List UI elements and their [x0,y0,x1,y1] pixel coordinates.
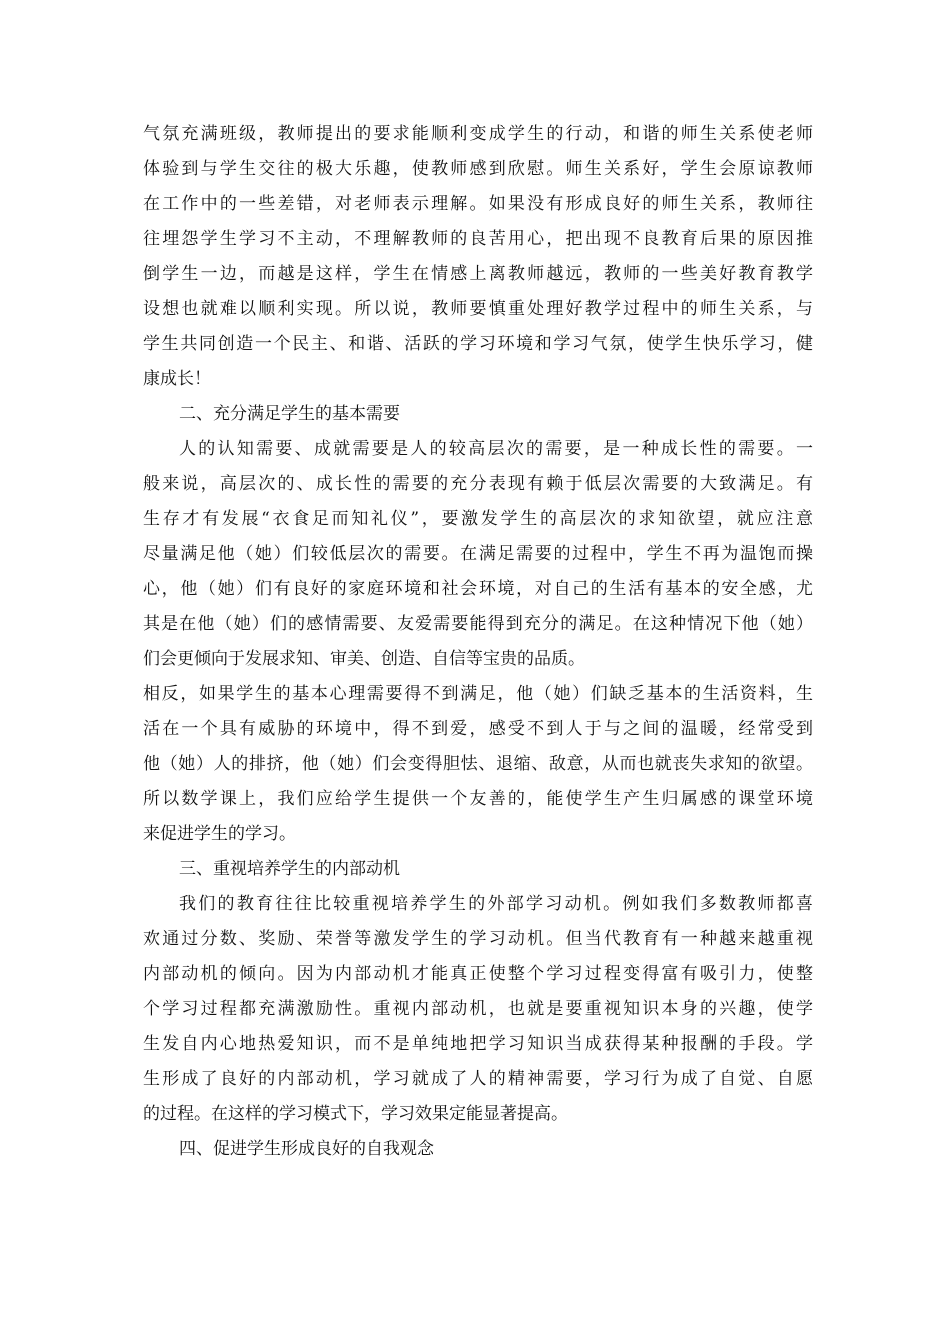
text-line: 生存才有发展“衣食足而知礼仪”，要激发学生的高层次的求知欲望，就应注意 [143,509,813,529]
text-line: 所以数学课上，我们应给学生提供一个友善的，能使学生产生归属感的课堂环境 [143,789,813,809]
text-line: 生形成了良好的内部动机，学习就成了人的精神需要，学习行为成了自觉、自愿 [143,1069,813,1089]
document-page [143,117,813,1167]
text-line: 其是在他（她）们的感情需要、友爱需要能得到充分的满足。在这种情况下他（她） [143,614,813,634]
text-line: 学生共同创造一个民主、和谐、活跃的学习环境和学习气氛，使学生快乐学习，健 [143,334,813,354]
text-line: 在工作中的一些差错，对老师表示理解。如果没有形成良好的师生关系，教师往 [143,194,813,214]
text-line: 尽量满足他（她）们较低层次的需要。在满足需要的过程中，学生不再为温饱而操 [143,544,813,564]
text-line: 生发自内心地热爱知识，而不是单纯地把学习知识当成获得某种报酬的手段。学 [143,1034,813,1054]
text-line: 心，他（她）们有良好的家庭环境和社会环境，对自己的生活有基本的安全感，尤 [143,579,813,599]
text-line: 体验到与学生交往的极大乐趣，使教师感到欣慰。师生关系好，学生会原谅教师 [143,159,813,179]
text-line: 往埋怨学生学习不主动，不理解教师的良苦用心，把出现不良教育后果的原因推 [143,229,813,249]
text-line: 人的认知需要、成就需要是人的较高层次的需要，是一种成长性的需要。一 [179,439,813,459]
text-line: 们会更倾向于发展求知、审美、创造、自信等宝贵的品质。 [143,649,585,669]
text-line: 康成长！ [143,369,211,389]
text-line: 气氛充满班级，教师提出的要求能顺利变成学生的行动，和谐的师生关系使老师 [143,124,813,144]
text-line: 般来说，高层次的、成长性的需要的充分表现有赖于低层次需要的大致满足。有 [143,474,813,494]
text-line: 来促进学生的学习。 [143,824,296,844]
text-line: 的过程。在这样的学习模式下，学习效果定能显著提高。 [143,1104,568,1124]
section-heading: 三、重视培养学生的内部动机 [179,859,400,879]
text-line: 个学习过程都充满激励性。重视内部动机，也就是要重视知识本身的兴趣，使学 [143,999,813,1019]
text-line: 内部动机的倾向。因为内部动机才能真正使整个学习过程变得富有吸引力，使整 [143,964,813,984]
text-line: 相反，如果学生的基本心理需要得不到满足，他（她）们缺乏基本的生活资料，生 [143,684,813,704]
text-line: 倒学生一边，而越是这样，学生在情感上离教师越远，教师的一些美好教育教学 [143,264,813,284]
section-heading: 二、充分满足学生的基本需要 [179,404,400,424]
text-line: 我们的教育往往比较重视培养学生的外部学习动机。例如我们多数教师都喜 [179,894,813,914]
text-line: 设想也就难以顺利实现。所以说，教师要慎重处理好教学过程中的师生关系，与 [143,299,813,319]
section-heading: 四、促进学生形成良好的自我观念 [179,1139,434,1159]
text-line: 活在一个具有威胁的环境中，得不到爱，感受不到人于与之间的温暖，经常受到 [143,719,813,739]
text-line: 他（她）人的排挤，他（她）们会变得胆怯、退缩、敌意，从而也就丧失求知的欲望。 [143,754,813,774]
text-line: 欢通过分数、奖励、荣誉等激发学生的学习动机。但当代教育有一种越来越重视 [143,929,813,949]
